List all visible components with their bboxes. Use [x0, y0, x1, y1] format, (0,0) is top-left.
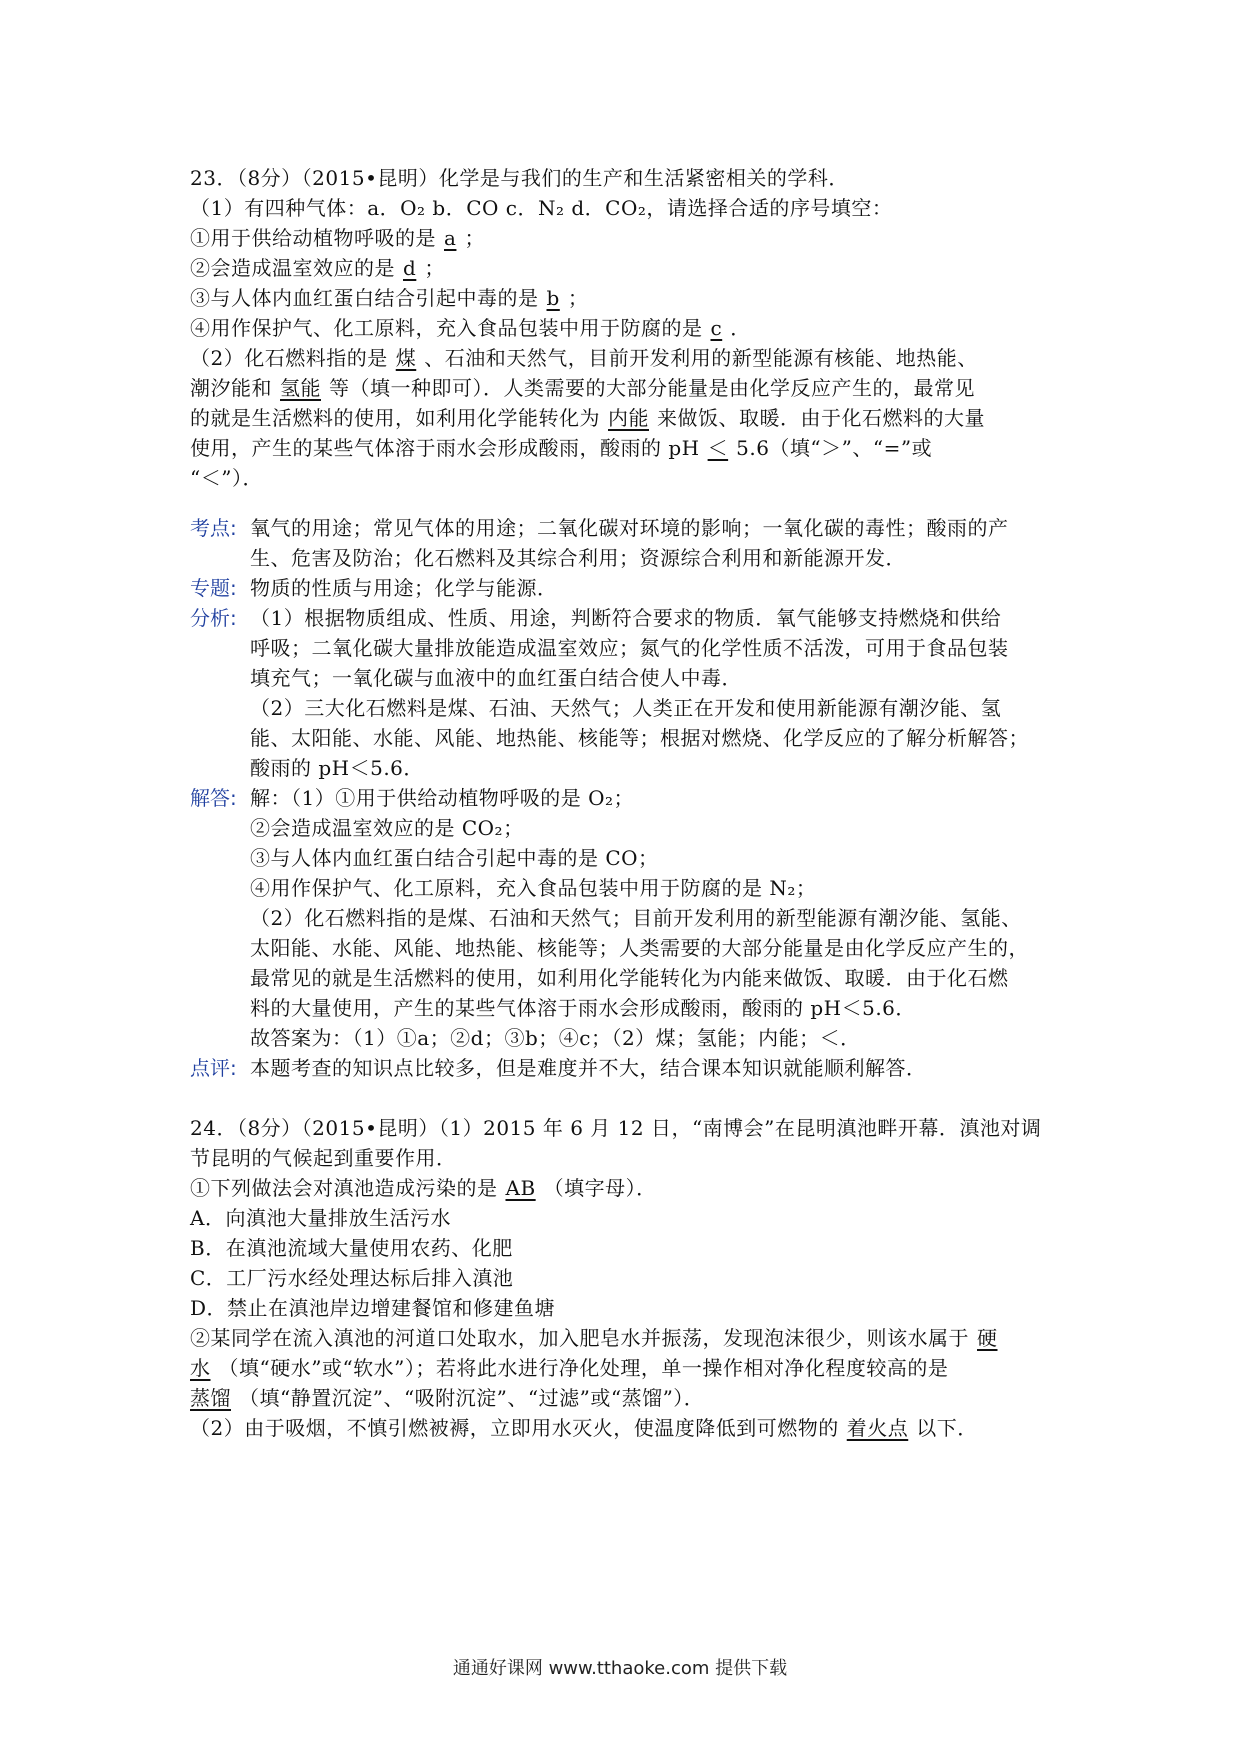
zhuanti-line1: 物质的性质与用途；化学与能源． [250, 576, 558, 600]
kaodian-line1: 氧气的用途；常见气体的用途；二氧化碳对环境的影响；一氧化碳的毒性；酸雨的产 [250, 516, 1009, 540]
q23-item3-punct: ； [567, 286, 589, 310]
q23-p2-l3-text: 的就是生活燃料的使用，如利用化学能转化为 [190, 406, 600, 430]
page-footer: 通通好课网 www.tthaoke.com 提供下载 [452, 1658, 788, 1679]
q23-item4-answer: c [710, 316, 723, 340]
kaodian-line2: 生、危害及防治；化石燃料及其综合利用；资源综合利用和新能源开发． [250, 546, 906, 570]
q24-option-c: C．工厂污水经处理达标后排入滇池 [190, 1266, 514, 1290]
q23-p2-l3-rest: 来做饭、取暖．由于化石燃料的大量 [657, 406, 985, 430]
q24-line3 [190, 1172, 1070, 1204]
dianping-label: 点评: [190, 1056, 237, 1080]
q24-l3-text: ①下列做法会对滇池造成污染的是 [190, 1176, 498, 1200]
q23-item2-text: ②会造成温室效应的是 [190, 256, 395, 280]
fenxi-line5: 能、太阳能、水能、风能、地热能、核能等；根据对燃烧、化学反应的了解分析解答； [250, 726, 1029, 750]
q24-l11-rest: 以下． [916, 1416, 978, 1440]
q24-line9 [190, 1352, 1070, 1384]
q23-p2-l2-text: 潮汐能和 [190, 376, 272, 400]
q23-part2-line5: “＜”）． [190, 466, 263, 490]
q23-item1-text: ①用于供给动植物呼吸的是 [190, 226, 436, 250]
q23-item2-answer: d [403, 256, 417, 280]
fenxi-label: 分析: [190, 606, 237, 630]
q24-l3-rest: （填字母）． [543, 1176, 657, 1200]
q24-line2: 节昆明的气候起到重要作用． [190, 1146, 457, 1170]
kaodian-label: 考点: [190, 516, 237, 540]
q23-part2-line4 [190, 432, 1070, 464]
fenxi-line1: （1）根据物质组成、性质、用途，判断符合要求的物质．氧气能够支持燃烧和供给 [250, 606, 1002, 630]
jieda-line2: ②会造成温室效应的是 CO₂； [250, 816, 524, 840]
q23-header: 23．（8分）（2015•昆明）化学是与我们的生产和生活紧密相关的学科． [190, 166, 849, 190]
jieda-line1: 解：（1）①用于供给动植物呼吸的是 O₂； [250, 786, 634, 810]
zhuanti-label: 专题: [190, 576, 237, 600]
q23-item2 [190, 252, 1070, 284]
q24-l9-answer: 水 [190, 1356, 211, 1380]
jieda-line9: 故答案为：（1）①a；②d；③b；④c；（2）煤；氢能；内能；＜． [250, 1026, 861, 1050]
fenxi-line3: 填充气；一氧化碳与血液中的血红蛋白结合使人中毒． [250, 666, 742, 690]
jieda-line8: 料的大量使用，产生的某些气体溶于雨水会形成酸雨，酸雨的 pH＜5.6． [250, 996, 916, 1020]
q23-part2-line1 [190, 342, 1070, 374]
q23-p2-l2-answer: 氢能 [280, 376, 321, 400]
q23-p2-l2-rest: 等（填一种即可）．人类需要的大部分能量是由化学反应产生的，最常见 [329, 376, 975, 400]
q24-l8-answer: 硬 [977, 1326, 998, 1350]
q24-option-a: A．向滇池大量排放生活污水 [190, 1206, 451, 1230]
fenxi-line2: 呼吸；二氧化碳大量排放能造成温室效应；氮气的化学性质不活泼，可用于食品包装 [250, 636, 1009, 660]
q24-line8 [190, 1322, 1070, 1354]
q24-l10-answer: 蒸馏 [190, 1386, 231, 1410]
q23-item2-punct: ； [424, 256, 445, 280]
q24-l11-text: （2）由于吸烟，不慎引燃被褥，立即用水灭火，使温度降低到可燃物的 [190, 1416, 839, 1440]
q23-item1-punct: ； [464, 226, 485, 250]
jieda-line7: 最常见的就是生活燃料的使用，如利用化学能转化为内能来做饭、取暖．由于化石燃 [250, 966, 1009, 990]
fenxi-line6: 酸雨的 pH＜5.6． [250, 756, 424, 780]
fenxi-line4: （2）三大化石燃料是煤、石油、天然气；人类正在开发和使用新能源有潮汐能、氢 [250, 696, 1002, 720]
jieda-line6: 太阳能、水能、风能、地热能、核能等；人类需要的大部分能量是由化学反应产生的， [250, 936, 1029, 960]
q24-line11 [190, 1412, 1070, 1444]
q24-l8-text: ②某同学在流入滇池的河道口处取水，加入肥皂水并振荡，发现泡沫很少，则该水属于 [190, 1326, 969, 1350]
q23-item1 [190, 222, 1070, 254]
q23-item3 [190, 282, 1070, 314]
q24-option-b: B．在滇池流域大量使用农药、化肥 [190, 1236, 513, 1260]
q23-p2-l3-answer: 内能 [608, 406, 649, 430]
jieda-label: 解答: [190, 786, 237, 810]
q23-p2-l1-answer: 煤 [395, 346, 417, 370]
q24-l10-rest: （填“静置沉淀”、“吸附沉淀”、“过滤”或“蒸馏”）． [239, 1386, 705, 1410]
q23-p2-l1-text: （2）化石燃料指的是 [190, 346, 388, 370]
q23-p2-l1-rest: 、石油和天然气，目前开发利用的新型能源有核能、地热能、 [424, 346, 978, 370]
q23-part2-line3 [190, 402, 1070, 434]
jieda-line5: （2）化石燃料指的是煤、石油和天然气；目前开发利用的新型能源有潮汐能、氢能、 [250, 906, 1022, 930]
q23-p2-l4-answer: ＜ [707, 436, 729, 460]
q24-l9-rest: （填“硬水”或“软水”）；若将此水进行净化处理，单一操作相对净化程度较高的是 [218, 1356, 949, 1380]
q23-part1-intro: （1）有四种气体：a．O₂ b．CO c．N₂ d．CO₂，请选择合适的序号填空： [190, 196, 893, 220]
q23-item4-punct: ． [730, 316, 751, 340]
jieda-line4: ④用作保护气、化工原料，充入食品包装中用于防腐的是 N₂； [250, 876, 817, 900]
q23-part2-line2 [190, 372, 1070, 404]
q23-item4-text: ④用作保护气、化工原料，充入食品包装中用于防腐的是 [190, 316, 703, 340]
q24-line10 [190, 1382, 1070, 1414]
q23-item3-text: ③与人体内血红蛋白结合引起中毒的是 [190, 286, 539, 310]
q23-item3-answer: b [546, 286, 560, 310]
q23-item1-answer: a [444, 226, 457, 250]
q24-option-d: D．禁止在滇池岸边增建餐馆和修建鱼塘 [190, 1296, 556, 1320]
q24-l3-answer: AB [505, 1176, 536, 1200]
q23-item4 [190, 312, 1070, 344]
dianping-line1: 本题考查的知识点比较多，但是难度并不大，结合课本知识就能顺利解答． [250, 1056, 927, 1080]
q23-p2-l4-text: 使用，产生的某些气体溶于雨水会形成酸雨，酸雨的 pH [190, 436, 700, 460]
jieda-line3: ③与人体内血红蛋白结合引起中毒的是 CO； [250, 846, 659, 870]
q24-line1: 24．（8分）（2015•昆明）（1）2015 年 6 月 12 日，“南博会”在昆明滇池畔开幕．滇池对调 [190, 1116, 1042, 1140]
q23-p2-l4-rest: 5.6（填“＞”、“=”或 [736, 436, 933, 460]
q24-l11-answer: 着火点 [846, 1416, 909, 1440]
